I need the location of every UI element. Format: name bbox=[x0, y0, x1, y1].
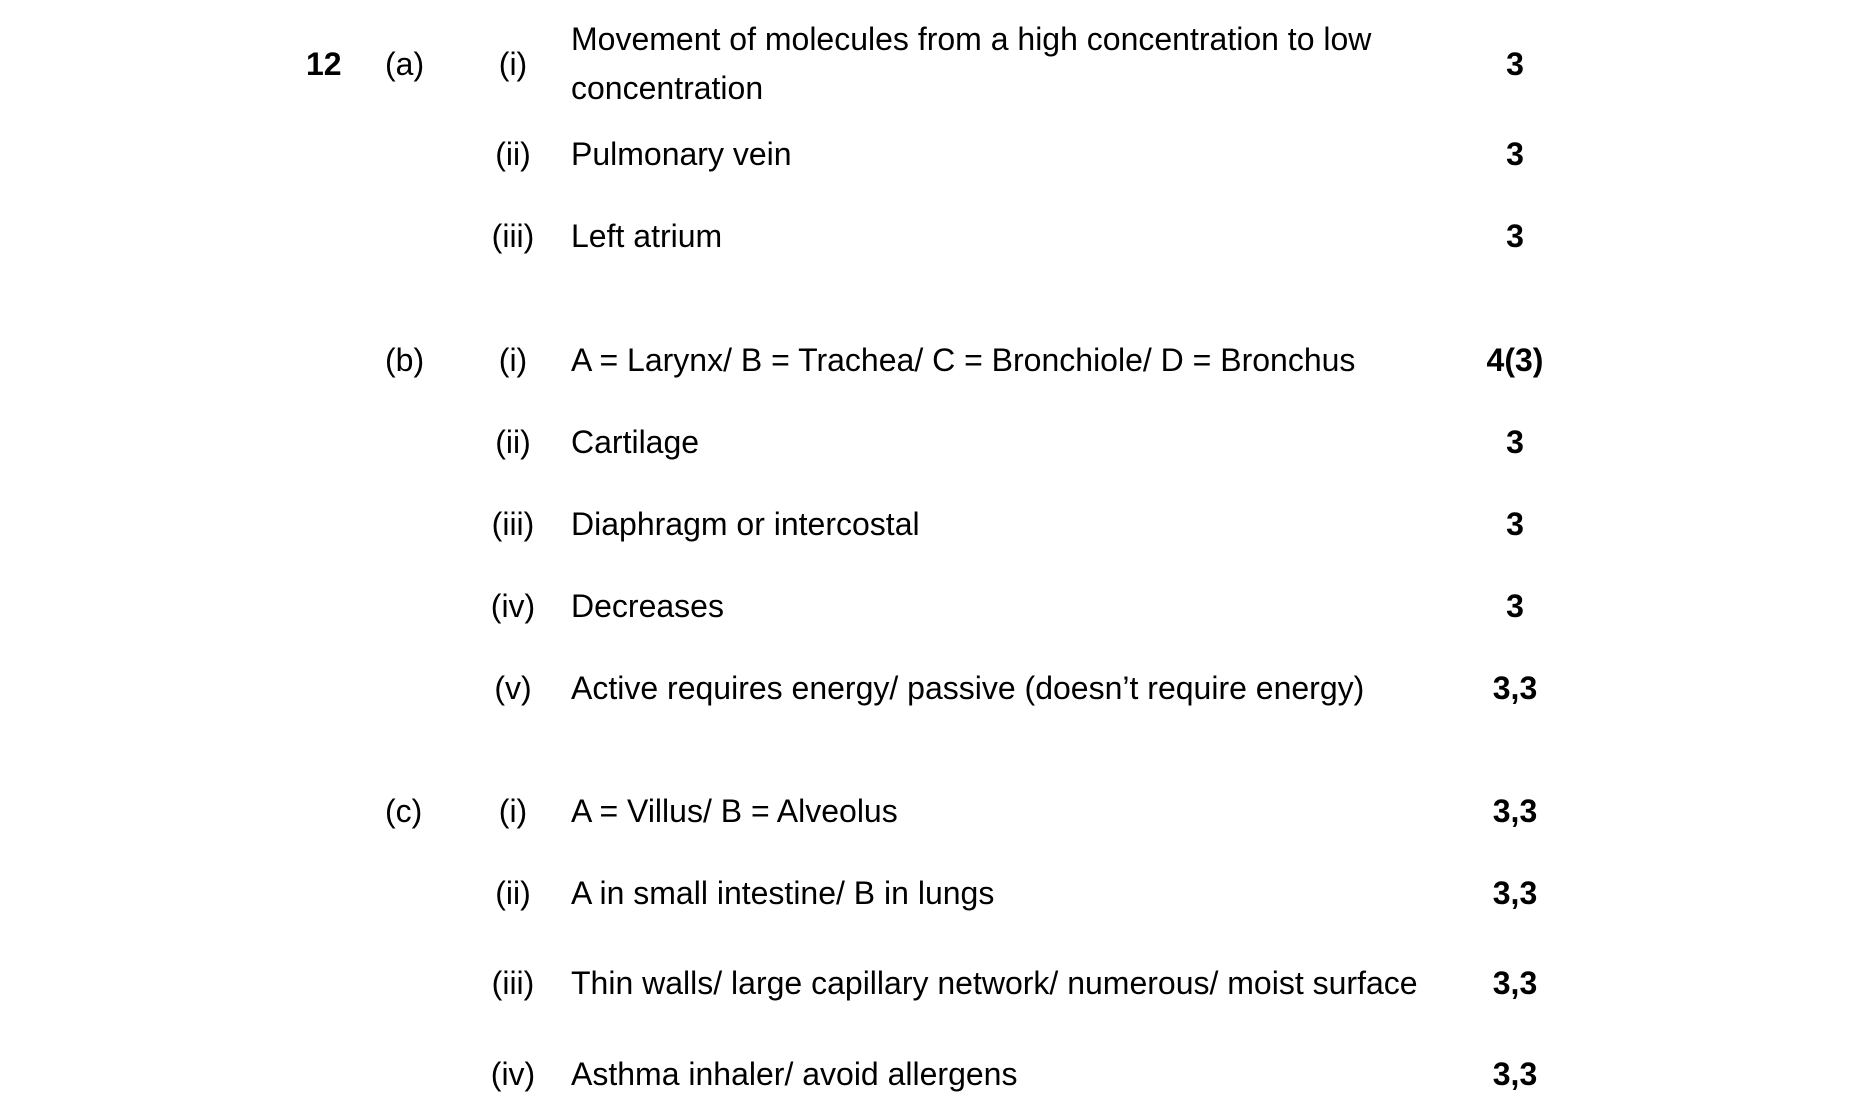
subpart-label: (ii) bbox=[495, 423, 531, 460]
part-label bbox=[385, 658, 445, 718]
marks-value: 3,3 bbox=[1492, 792, 1538, 829]
answer-text: Decreases bbox=[571, 587, 724, 624]
answer-row bbox=[0, 412, 1870, 472]
subpart-label: (i) bbox=[498, 45, 528, 82]
subpart-label: (iii) bbox=[491, 217, 535, 254]
marks-value: 3 bbox=[1506, 217, 1524, 254]
part-label bbox=[385, 863, 445, 923]
answer-text: A = Larynx/ B = Trachea/ C = Bronchiole/ D = Bronchus bbox=[571, 341, 1356, 378]
answer-text: Left atrium bbox=[571, 217, 723, 254]
part-label bbox=[385, 124, 445, 184]
answer-row bbox=[0, 124, 1870, 184]
answer-text: Cartilage bbox=[571, 423, 700, 460]
answer-row bbox=[0, 933, 1870, 1033]
subpart-label: (iii) bbox=[491, 505, 535, 542]
subpart-label: (v) bbox=[494, 669, 532, 706]
marks-value: 3,3 bbox=[1492, 874, 1538, 911]
part-label: (b) bbox=[385, 341, 425, 378]
part-label: (c) bbox=[385, 792, 423, 829]
marks-value: 3,3 bbox=[1492, 669, 1538, 706]
answer-text: A = Villus/ B = Alveolus bbox=[571, 792, 898, 829]
marks-value: 4(3) bbox=[1486, 341, 1544, 378]
answer-row bbox=[0, 330, 1870, 390]
subpart-label: (iv) bbox=[490, 587, 536, 624]
answer-text: Movement of molecules from a high concentration to low concentration bbox=[571, 21, 1372, 106]
subpart-label: (i) bbox=[498, 792, 528, 829]
answer-row bbox=[0, 658, 1870, 718]
subpart-label: (ii) bbox=[495, 874, 531, 911]
answer-row bbox=[0, 14, 1870, 114]
answer-text: Diaphragm or intercostal bbox=[571, 505, 920, 542]
subpart-label: (iv) bbox=[490, 1055, 536, 1092]
answer-row bbox=[0, 494, 1870, 554]
marks-value: 3 bbox=[1506, 135, 1524, 172]
part-label bbox=[385, 576, 445, 636]
part-label bbox=[385, 933, 445, 1033]
marks-value: 3,3 bbox=[1492, 1055, 1538, 1092]
marks-value: 3 bbox=[1506, 505, 1524, 542]
answer-text: Active requires energy/ passive (doesn’t require energy) bbox=[571, 669, 1365, 706]
part-label bbox=[385, 412, 445, 472]
answer-row bbox=[0, 863, 1870, 923]
question-number: 12 bbox=[306, 45, 342, 82]
answer-row bbox=[0, 206, 1870, 266]
marks-value: 3 bbox=[1506, 587, 1524, 624]
answer-text: Thin walls/ large capillary network/ numerous/ moist surface bbox=[571, 964, 1418, 1001]
answer-row bbox=[0, 781, 1870, 841]
subpart-label: (ii) bbox=[495, 135, 531, 172]
answer-text: Pulmonary vein bbox=[571, 135, 792, 172]
marks-value: 3 bbox=[1506, 423, 1524, 460]
subpart-label: (iii) bbox=[491, 964, 535, 1001]
part-label: (a) bbox=[385, 45, 425, 82]
answer-text: Asthma inhaler/ avoid allergens bbox=[571, 1055, 1018, 1092]
answer-row bbox=[0, 576, 1870, 636]
answer-text: A in small intestine/ B in lungs bbox=[571, 874, 995, 911]
part-label bbox=[385, 206, 445, 266]
marks-value: 3 bbox=[1506, 45, 1524, 82]
answer-row bbox=[0, 1044, 1870, 1104]
marks-value: 3,3 bbox=[1492, 964, 1538, 1001]
subpart-label: (i) bbox=[498, 341, 528, 378]
part-label bbox=[385, 1044, 445, 1104]
part-label bbox=[385, 494, 445, 554]
